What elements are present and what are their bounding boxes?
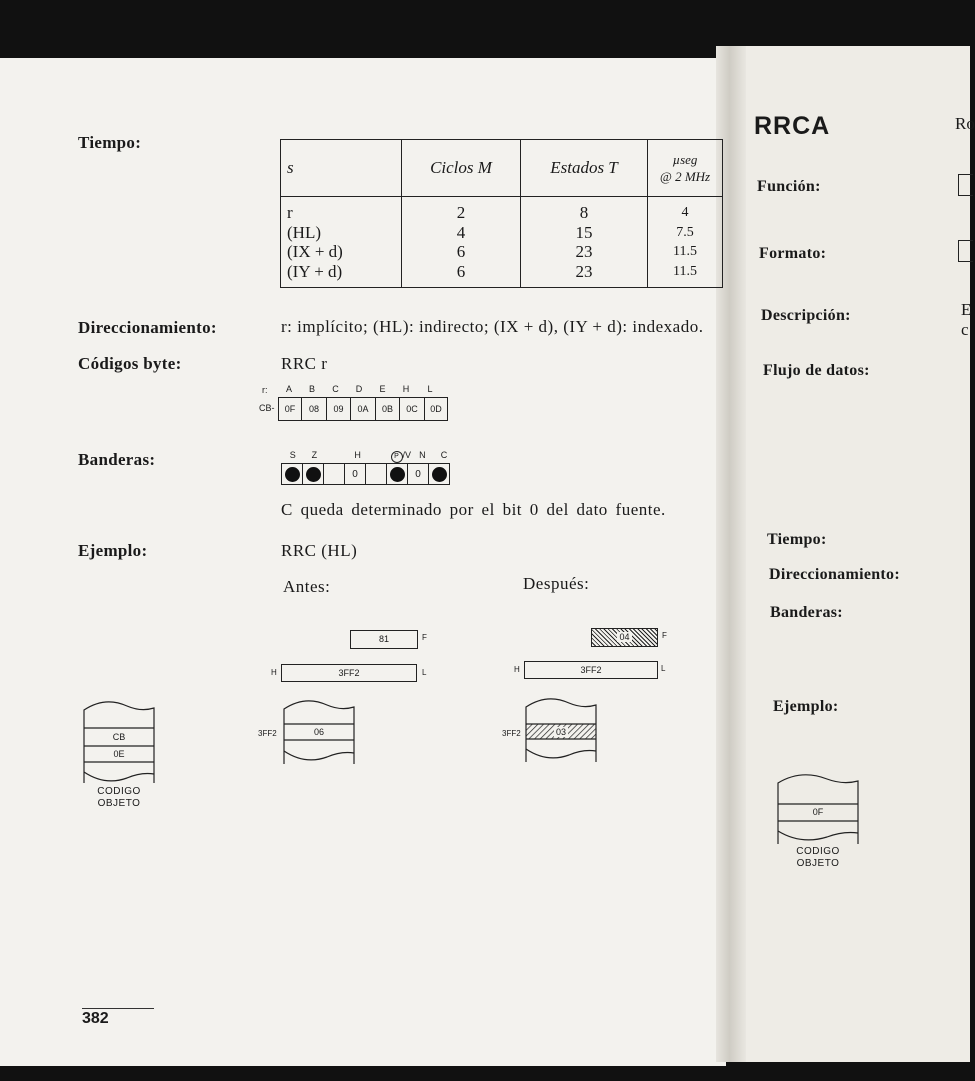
cell-useg-3: 11.5 [673, 263, 697, 279]
reg-name: E [379, 384, 386, 394]
after-f-value: 04 [619, 632, 630, 642]
reg-name: A [285, 384, 292, 394]
object-code-caption-right [775, 846, 861, 870]
cell-s-3: (IY + d) [287, 261, 343, 281]
label-flujo-datos: Flujo de datos: [763, 362, 870, 379]
object-code-caption-line1: CODIGO [97, 786, 141, 797]
before-hl-register: 3FF2 [281, 664, 417, 682]
cell-estados-2: 23 [575, 242, 593, 261]
flag-set-dot [285, 467, 300, 482]
flag-cell: 0 [408, 464, 429, 484]
reg-code: 0A [351, 398, 376, 420]
reg-name: C [332, 384, 339, 394]
instruction-title: RRCA [754, 112, 831, 140]
label-direccionamiento: Direccionamiento: [78, 318, 217, 337]
before-mem-address: 3FF2 [258, 729, 277, 738]
cell-estados-1: 15 [575, 222, 593, 242]
reg-code: 09 [327, 398, 351, 420]
flag-name [325, 450, 347, 463]
object-code-caption-right-line1: CODIGO [796, 846, 840, 857]
header-useg-freq: @ 2 MHz [659, 169, 711, 184]
before-f-register: 81 [350, 630, 418, 649]
flag-cell [387, 464, 408, 484]
after-mem-address: 3FF2 [502, 729, 521, 738]
reg-name: L [427, 384, 433, 394]
cell-estados-0: 8 [579, 203, 589, 222]
label-banderas-right: Banderas: [770, 604, 843, 621]
cell-s-2: (IX + d) [287, 242, 343, 261]
before-label: Antes: [283, 577, 331, 596]
label-funcion: Función: [757, 178, 821, 195]
after-l-label: L [661, 664, 666, 673]
col-useg [648, 197, 723, 288]
format-box-fragment [958, 240, 973, 262]
header-s: s [281, 140, 402, 197]
label-codigos-byte: Códigos byte: [78, 354, 182, 373]
after-memory-value-text: 03 [555, 727, 566, 737]
flag-name-pv [390, 450, 412, 463]
object-code-caption [80, 786, 158, 810]
flag-cell [282, 464, 303, 484]
reg-code: 0F [279, 398, 302, 420]
flag-note: C queda determinado por el bit 0 del dato fuente. [281, 500, 666, 519]
description-fragment-1: E [961, 300, 972, 319]
flag-cell [429, 464, 449, 484]
flag-cell [324, 464, 345, 484]
flag-name [368, 450, 390, 463]
label-descripcion: Descripción: [761, 307, 851, 324]
right-page [726, 46, 970, 1062]
after-label: Después: [523, 574, 590, 593]
label-ejemplo: Ejemplo: [78, 541, 148, 560]
label-formato: Formato: [759, 245, 827, 262]
label-direccionamiento-right: Direccionamiento: [769, 566, 900, 583]
timing-table [280, 139, 723, 288]
description-fragment-2: c [961, 320, 969, 339]
object-code-caption-right-line2: OBJETO [796, 858, 840, 869]
parity-circle: P [391, 451, 403, 463]
cell-useg-0: 4 [681, 205, 689, 220]
opcode-text: RRC r [281, 354, 328, 373]
flag-name: C [440, 450, 448, 460]
flag-name: N [419, 450, 426, 460]
cell-s-0: r [287, 203, 293, 222]
cell-ciclos-1: 4 [456, 222, 466, 242]
cell-s-1: (HL) [287, 222, 321, 242]
object-code-caption-line2: OBJETO [97, 798, 141, 809]
cell-estados-3: 23 [575, 261, 593, 281]
reg-code: 08 [302, 398, 327, 420]
corner-text: Ro [955, 114, 975, 133]
object-code-byte-2: 0E [113, 749, 125, 759]
reg-name: H [402, 384, 410, 394]
flag-name: Z [311, 450, 318, 460]
header-useg [648, 140, 723, 197]
reg-name: B [308, 384, 315, 394]
flag-names-row [282, 450, 455, 463]
page-number-rule [82, 1008, 154, 1009]
cell-ciclos-2: 6 [456, 242, 466, 261]
cell-ciclos-0: 2 [456, 203, 466, 222]
reg-code: 0B [376, 398, 400, 420]
page-number: 382 [82, 1010, 109, 1027]
col-s [281, 197, 402, 288]
flag-box [281, 463, 450, 485]
flag-cell [303, 464, 324, 484]
header-ciclos-m: Ciclos M [402, 140, 521, 197]
object-code-byte-right: 0F [812, 807, 824, 817]
after-f-label: F [662, 631, 667, 640]
label-banderas: Banderas: [78, 450, 156, 469]
after-h-label: H [514, 665, 520, 674]
cb-prefix: CB- [259, 403, 275, 413]
flag-name: H [354, 450, 361, 460]
function-diagram-fragment [958, 174, 973, 196]
object-code-byte-1: CB [112, 732, 126, 742]
after-memory-value [525, 725, 597, 740]
label-tiempo: Tiempo: [78, 133, 142, 152]
flag-cell: 0 [345, 464, 366, 484]
before-h-label: H [271, 668, 277, 677]
before-l-label: L [422, 668, 427, 677]
after-hl-register: 3FF2 [524, 661, 658, 679]
cell-useg-1: 7.5 [676, 224, 694, 240]
flag-set-dot [432, 467, 447, 482]
reg-code: 0C [400, 398, 425, 420]
reg-prefix: r: [262, 385, 268, 395]
cell-ciclos-3: 6 [456, 261, 466, 281]
flag-set-dot [306, 467, 321, 482]
reg-names-row [278, 384, 442, 394]
after-f-register [591, 628, 658, 647]
reg-code: 0D [430, 404, 442, 414]
label-tiempo-right: Tiempo: [767, 531, 827, 548]
addressing-text: r: implícito; (HL): indirecto; (IX + d), (IY + d): indexado. [281, 317, 704, 336]
cell-useg-2: 11.5 [673, 244, 697, 259]
reg-codes-row [278, 397, 448, 421]
header-useg-unit: µseg [672, 152, 698, 167]
col-estados [521, 197, 648, 288]
before-f-label: F [422, 633, 427, 642]
label-ejemplo-right: Ejemplo: [773, 698, 839, 715]
flag-set-dot [390, 467, 405, 482]
reg-name: D [355, 384, 363, 394]
flag-name-pv-suffix: /V [402, 450, 412, 460]
before-memory-value: 06 [313, 727, 324, 737]
example-instruction: RRC (HL) [281, 541, 358, 560]
flag-name: S [289, 450, 296, 460]
col-ciclos [402, 197, 521, 288]
header-estados-t: Estados T [521, 140, 648, 197]
flag-cell [366, 464, 387, 484]
